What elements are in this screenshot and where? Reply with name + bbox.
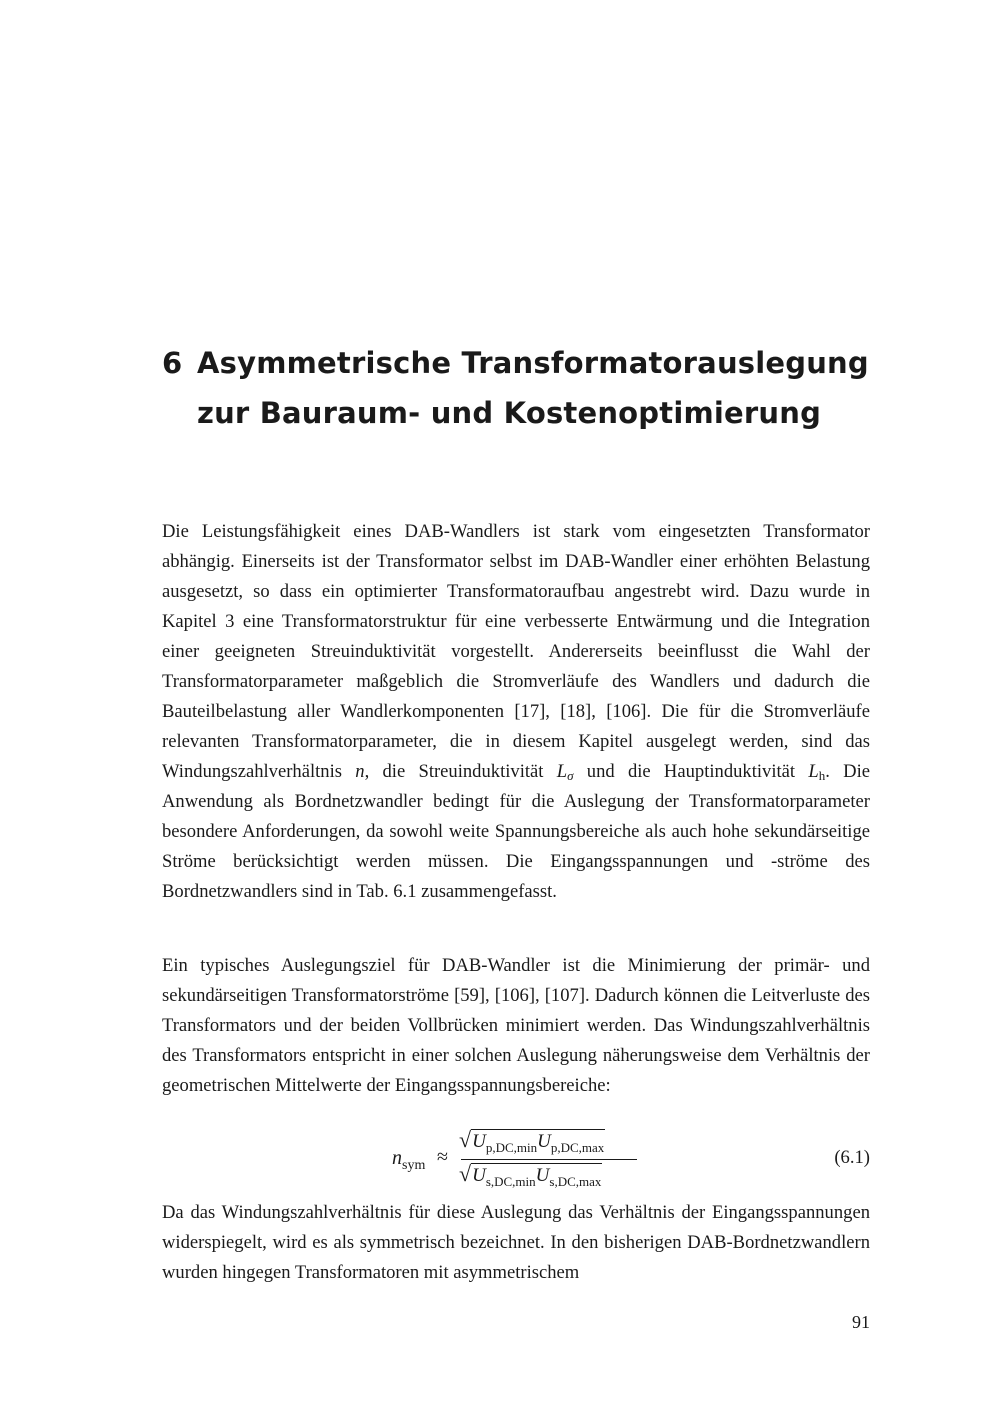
equation-denominator: $√U_{s,DC,min}U_{s,DC,max}$ <box>459 1161 602 1189</box>
sub-sigma: σ <box>567 768 574 783</box>
paragraph-3: Da das Windungszahlverhältnis für diese Auslegung das Verhältnis der Eingangsspannungen widerspiegelt, wird es als symmetrisch bezeichnet. In den bisherigen DAB-Bordnetzwandlern wurden hingegen Transformatoren mit asymmetrischem <box>162 1202 870 1283</box>
equation-6-1 <box>162 1127 870 1191</box>
approx-sign: ≈ <box>437 1146 448 1168</box>
equation-fraction <box>459 1127 639 1191</box>
var-L-h: L <box>808 761 819 782</box>
sqrt-icon: √ <box>459 1161 472 1186</box>
equation-lhs: $n_{sym}$ <box>392 1147 426 1173</box>
equation-number: (6.1) <box>834 1147 870 1168</box>
var-L-sigma: L <box>556 761 568 782</box>
sub-h: h <box>818 768 826 783</box>
chapter-number: 6 <box>162 346 183 380</box>
page-number: 91 <box>852 1312 870 1332</box>
paragraph-1 <box>162 517 870 907</box>
paragraph-1-text-a: Die Leistungsfähigkeit eines DAB-Wandlers ist stark vom eingesetzten Transformator abhängig. Einerseits ist der Transformator selbst im DAB-Wandler einer erhöhten Belastung ausgesetzt, so dass ein optimierter Transformatoraufbau angestrebt wird. Dazu wurde in Kapitel 3 eine Transformatorstruktur für eine verbesserte Entwärmung und die Integration einer geeigneten Streuinduktivität vorgestellt. Andererseits beeinflusst die Wahl der Transformatorparameter maßgeblich die Stromverläufe des Wandlers und dadurch die Bauteilbelastung aller Wandlerkomponenten [17], [18], [106]. Die für die Stromverläufe relevanten Transformatorparameter, die in diesem Kapitel ausgelegt werden, sind das Windungszahlverhältnis <box>162 521 870 782</box>
paragraph-2: Ein typisches Auslegungsziel für DAB-Wandler ist die Minimierung der primär- und sekundärseitigen Transformatorströme [59], [106], [107]. Dadurch können die Leitverluste des Transformators und der beiden Vollbrücken minimiert werden. Das Windungszahlverhältnis des Transformators entspricht in einer solchen Auslegung näherungsweise dem Verhältnis der geometrischen Mittelwerte der Eingangsspannungsbereiche: <box>162 955 870 1096</box>
paragraph-1-text-b: , die Streuinduktivität <box>364 761 557 782</box>
paragraph-1-text-d: . Die Anwendung als Bordnetzwandler bedingt für die Auslegung der Transformatorparameter besondere Anforderungen, da sowohl weite Spannungsbereiche als auch hohe sekundärseitige Ströme berücksichtigt werden müssen. Die Eingangsspannungen und -ströme des Bordnetzwandlers sind in Tab. 6.1 zusammengefasst. <box>162 761 870 902</box>
fraction-bar <box>461 1159 637 1160</box>
chapter-title: Asymmetrische Transformatorauslegung zur Bauraum- und Kostenoptimierung <box>197 346 869 430</box>
var-n: n <box>355 761 365 782</box>
sqrt-icon: √ <box>459 1127 472 1152</box>
equation-numerator: $√U_{p,DC,min}U_{p,DC,max}$ <box>459 1127 605 1155</box>
paragraph-1-text-c: und die Hauptinduktivität <box>573 761 809 782</box>
